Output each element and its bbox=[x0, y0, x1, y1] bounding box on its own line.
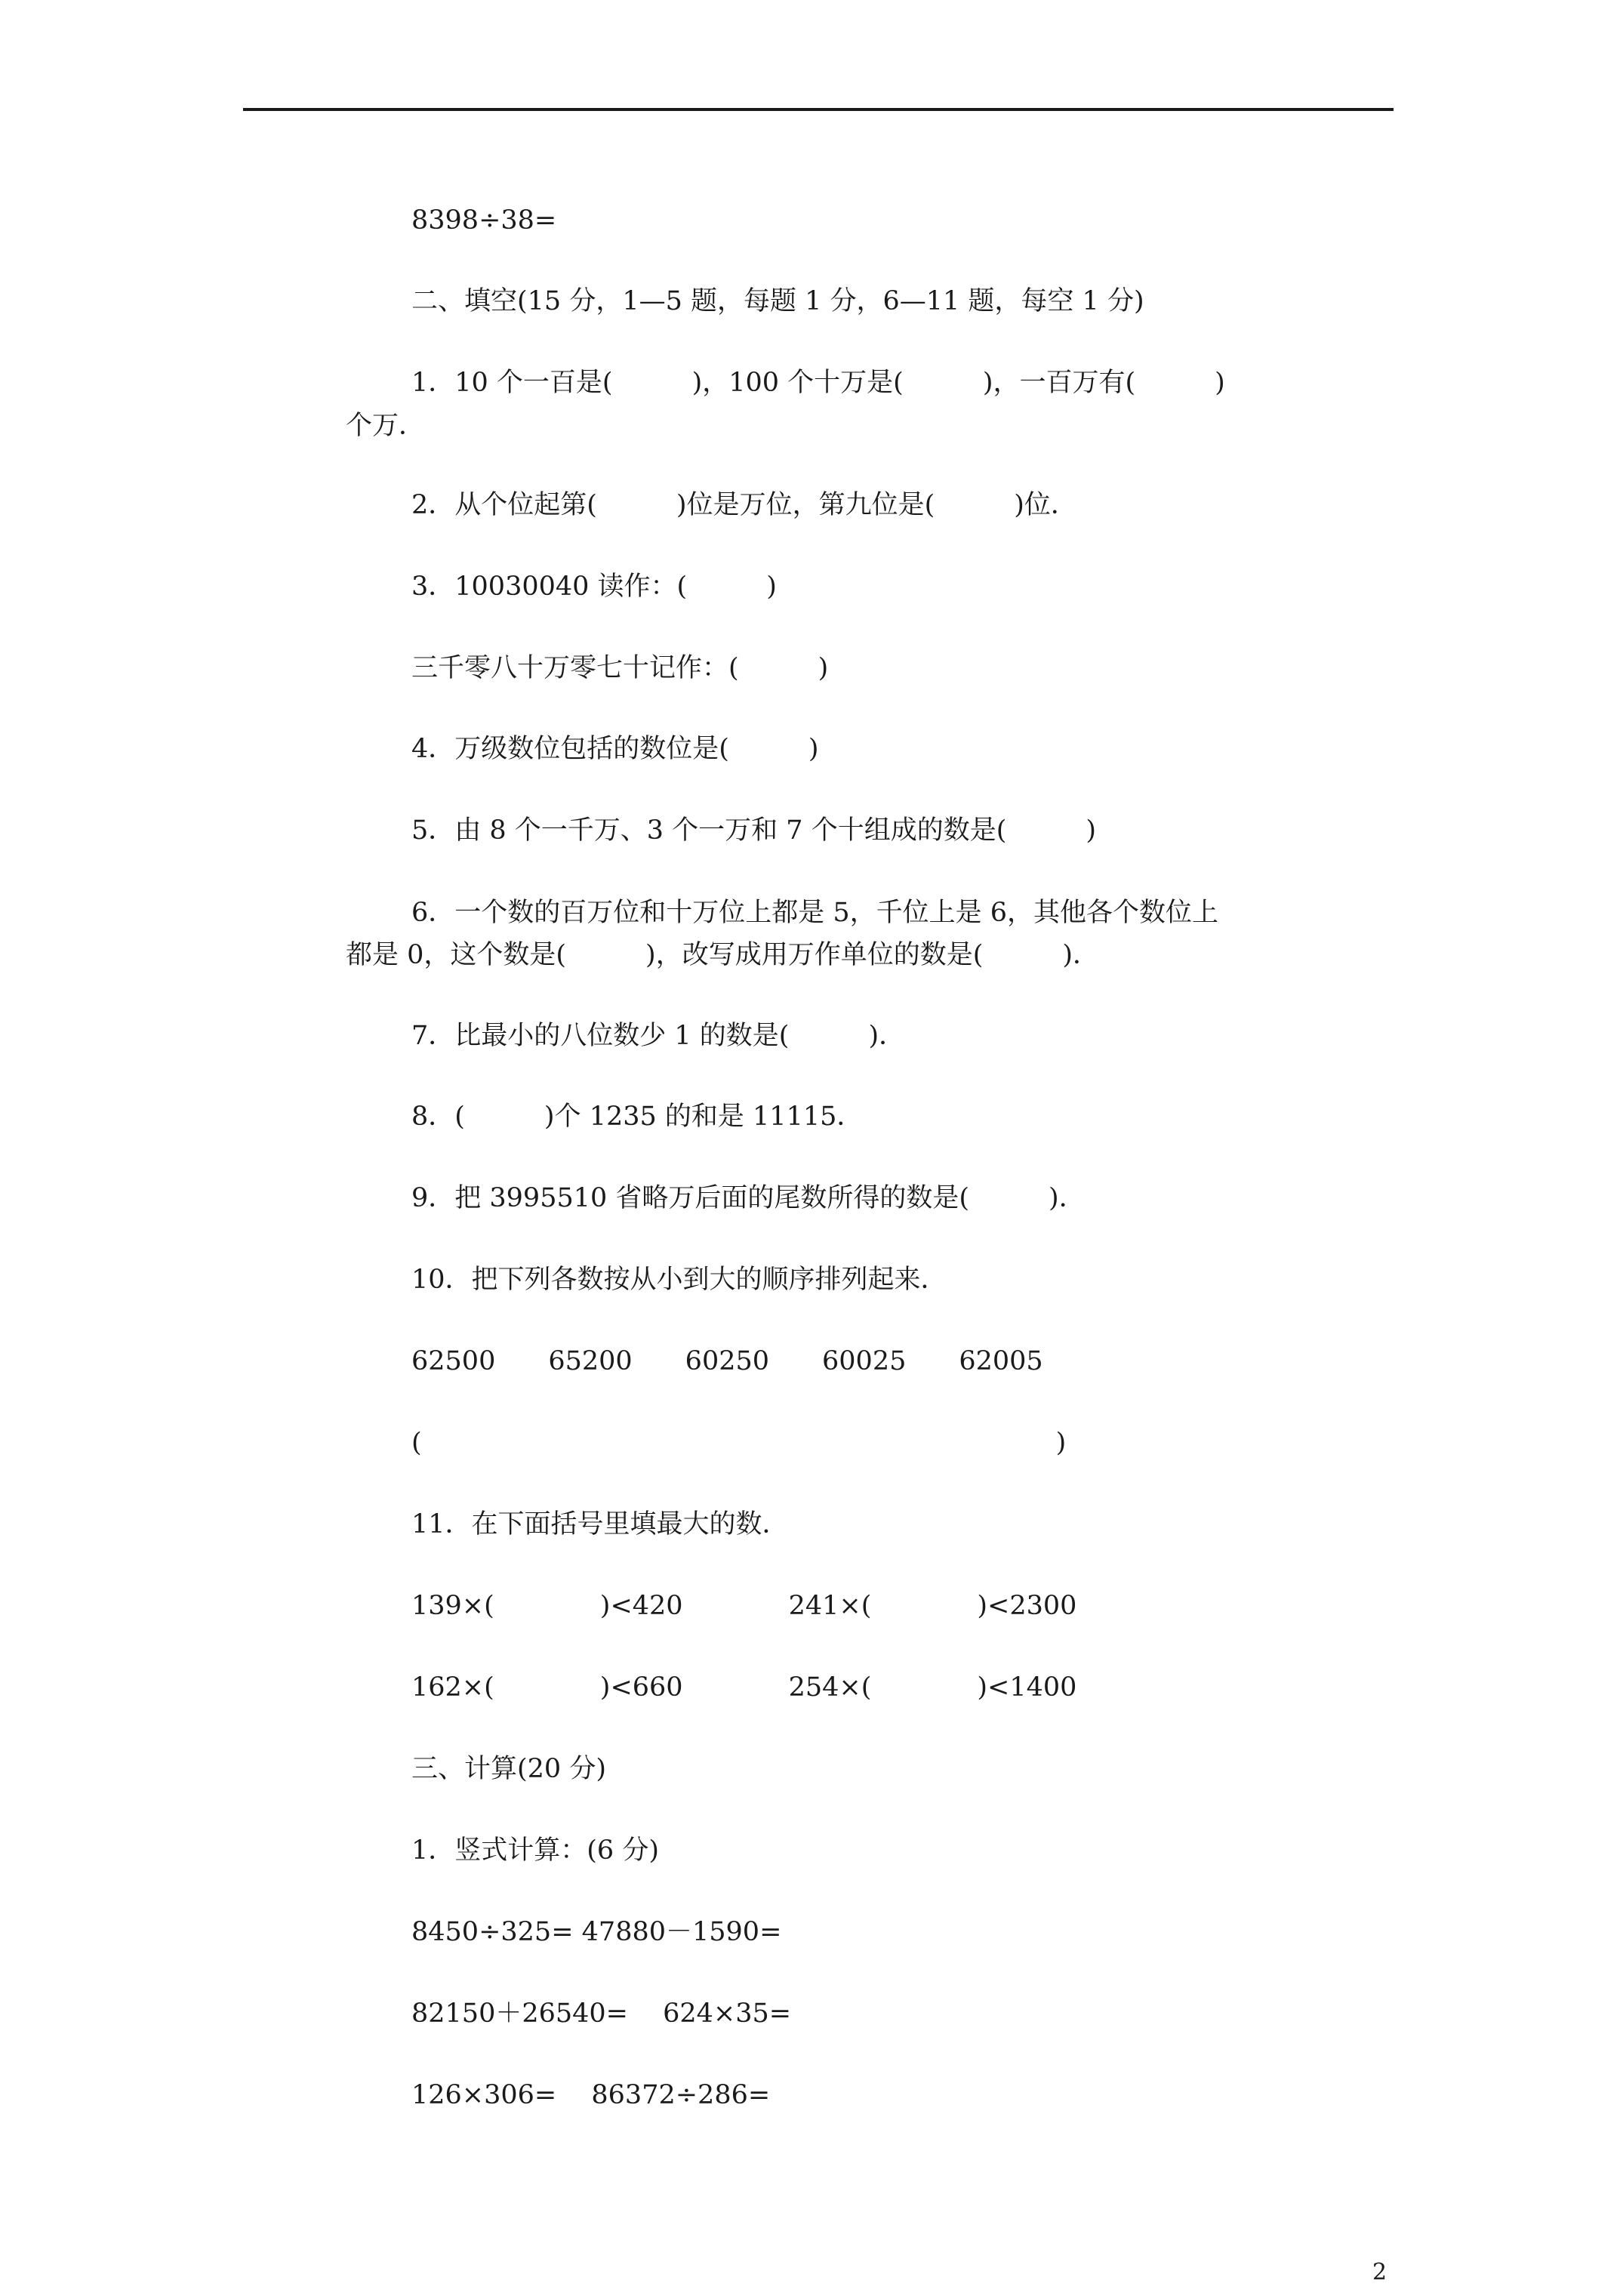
question-1-line-1: 1．10 个一百是( )，100 个十万是( )，一百万有( ) bbox=[411, 368, 1225, 398]
calc-row-3: 126×306= 86372÷286= bbox=[411, 2080, 771, 2110]
question-9: 9．把 3995510 省略万后面的尾数所得的数是( )． bbox=[411, 1183, 1086, 1213]
question-5: 5．由 8 个一千万、3 个一万和 7 个十组成的数是( ) bbox=[411, 815, 1097, 846]
question-11: 11．在下面括号里填最大的数． bbox=[411, 1509, 789, 1539]
calc-row-2: 82150＋26540= 624×35= bbox=[411, 1999, 792, 2029]
question-3-line-1: 3．10030040 读作：( ) bbox=[411, 572, 777, 602]
question-11-row-1: 139×( )<420 241×( )<2300 bbox=[411, 1591, 1077, 1621]
vertical-calc-heading: 1．竖式计算：(6 分) bbox=[411, 1835, 659, 1866]
question-7: 7．比最小的八位数少 1 的数是( )． bbox=[411, 1021, 906, 1051]
question-10-numbers: 62500 65200 60250 60025 62005 bbox=[411, 1346, 1043, 1376]
question-11-row-2: 162×( )<660 254×( )<1400 bbox=[411, 1672, 1077, 1703]
question-10: 10．把下列各数按从小到大的顺序排列起来． bbox=[411, 1265, 947, 1295]
calc-row-1: 8450÷325= 47880－1590= bbox=[411, 1917, 782, 1947]
question-3-line-2: 三千零八十万零七十记作：( ) bbox=[411, 653, 829, 683]
page-number: 2 bbox=[1372, 2259, 1387, 2285]
question-10-answer-bracket: ( ) bbox=[411, 1428, 1067, 1458]
question-8: 8．( )个 1235 的和是 11115． bbox=[411, 1102, 864, 1132]
section-3-heading: 三、计算(20 分) bbox=[411, 1754, 606, 1784]
problem-8398-div-38: 8398÷38= bbox=[411, 205, 557, 236]
question-4: 4．万级数位包括的数位是( ) bbox=[411, 734, 819, 764]
section-2-heading: 二、填空(15 分，1—5 题，每题 1 分，6—11 题，每空 1 分) bbox=[411, 286, 1144, 316]
question-2: 2．从个位起第( )位是万位，第九位是( )位． bbox=[411, 490, 1077, 520]
question-6-line-2: 都是 0，这个数是( )，改写成用万作单位的数是( )． bbox=[346, 940, 1100, 970]
question-6-line-1: 6．一个数的百万位和十万位上都是 5，千位上是 6，其他各个数位上 bbox=[411, 898, 1219, 928]
question-1-line-2: 个万． bbox=[346, 411, 426, 441]
header-rule bbox=[243, 108, 1394, 111]
